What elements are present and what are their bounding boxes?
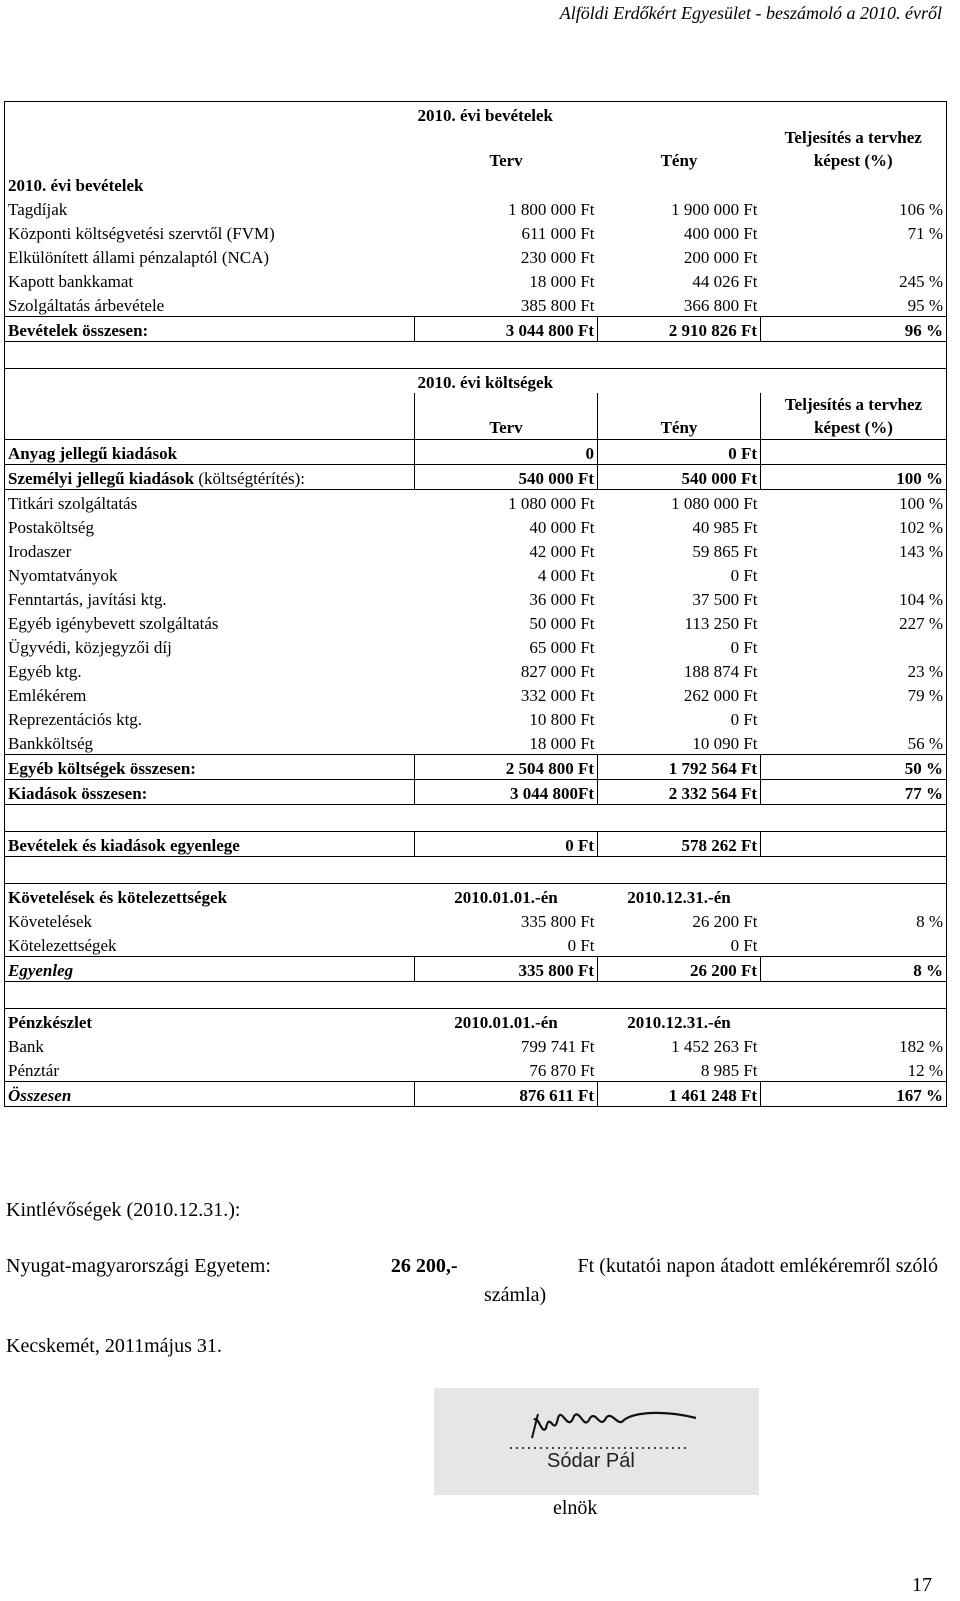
spacer-row [5, 982, 947, 1009]
cost-row: Postaköltség 40 000 Ft 40 985 Ft 102 % [5, 514, 947, 538]
costs-title-row [5, 369, 947, 394]
income-col-actual: Tény [660, 151, 698, 170]
costs-col-pct: Teljesítés a tervhez képest (%) [761, 393, 947, 440]
income-row: Elkülönített állami pénzalaptól (NCA) 230 000 Ft 200 000 Ft [5, 244, 947, 268]
income-section-label: 2010. évi bevételek [5, 172, 947, 196]
page-number: 17 [912, 1574, 932, 1596]
cost-row: Bankköltség 18 000 Ft 10 090 Ft 56 % [5, 730, 947, 755]
balance-row: Bevételek és kiadások egyenlege 0 Ft 578 262 Ft [5, 832, 947, 857]
cost-row: Irodaszer 42 000 Ft 59 865 Ft 143 % [5, 538, 947, 562]
costs-material-row: Anyag jellegű kiadások 0 0 Ft [5, 440, 947, 465]
costs-title: 2010. évi költségek [415, 369, 947, 394]
costs-other-total-row: Egyéb költségek összesen: 2 504 800 Ft 1 792 564 Ft 50 % [5, 755, 947, 780]
cash-row: Bank 799 741 Ft 1 452 263 Ft 182 % [5, 1033, 947, 1057]
cash-total-row: Összesen 876 611 Ft 1 461 248 Ft 167 % [5, 1082, 947, 1107]
claims-row: Követelések 335 800 Ft 26 200 Ft 8 % [5, 908, 947, 932]
income-col-pct: Teljesítés a tervhez képest (%) [761, 126, 947, 172]
income-title-row [5, 102, 947, 127]
income-title: 2010. évi bevételek [415, 102, 947, 127]
financial-report-table [4, 101, 947, 1107]
cost-row: Reprezentációs ktg. 10 800 Ft 0 Ft [5, 706, 947, 730]
cost-row: Titkári szolgáltatás 1 080 000 Ft 1 080 000 Ft 100 % [5, 490, 947, 515]
cost-row: Egyéb ktg. 827 000 Ft 188 874 Ft 23 % [5, 658, 947, 682]
cost-row: Nyomtatványok 4 000 Ft 0 Ft [5, 562, 947, 586]
signer-role: elnök [553, 1497, 598, 1519]
spacer-row [5, 805, 947, 832]
cost-row: Egyéb igénybevett szolgáltatás 50 000 Ft 113 250 Ft 227 % [5, 610, 947, 634]
spacer-row [5, 342, 947, 369]
costs-personal-row: Személyi jellegű kiadások (költségtérítés): 540 000 Ft 540 000 Ft 100 % [5, 465, 947, 490]
signature-image [434, 1388, 759, 1495]
financial-table-wrapper [4, 101, 946, 1107]
place-date: Kecskemét, 2011május 31. [6, 1335, 222, 1357]
receivable-line-2: számla) [484, 1284, 547, 1306]
income-column-header-row [5, 126, 947, 172]
cost-row: Emlékérem 332 000 Ft 262 000 Ft 79 % [5, 682, 947, 706]
receivable-line-1: Nyugat-magyarországi Egyetem: 26 200,- Ft (kutatói napon átadott emlékéremről szóló [6, 1255, 938, 1277]
income-row: Szolgáltatás árbevétele 385 800 Ft 366 800 Ft 95 % [5, 292, 947, 317]
costs-col-plan: Terv [415, 393, 598, 440]
costs-column-header-row [5, 393, 947, 440]
costs-col-actual: Tény [598, 393, 761, 440]
claims-row: Kötelezettségek 0 Ft 0 Ft [5, 932, 947, 957]
receivables-title: Kintlévőségek (2010.12.31.): [6, 1199, 241, 1221]
spacer-row [5, 857, 947, 884]
claims-total-row: Egyenleg 335 800 Ft 26 200 Ft 8 % [5, 957, 947, 982]
income-col-plan: Terv [489, 151, 523, 170]
income-row: Kapott bankkamat 18 000 Ft 44 026 Ft 245 % [5, 268, 947, 292]
costs-total-row: Kiadások összesen: 3 044 800Ft 2 332 564 Ft 77 % [5, 780, 947, 805]
cash-row: Pénztár 76 870 Ft 8 985 Ft 12 % [5, 1057, 947, 1082]
signature-scribble [434, 1388, 759, 1495]
income-row: Tagdíjak 1 800 000 Ft 1 900 000 Ft 106 % [5, 196, 947, 220]
cost-row: Ügyvédi, közjegyzői díj 65 000 Ft 0 Ft [5, 634, 947, 658]
signature-name: Sódar Pál [547, 1450, 635, 1472]
claims-header-row: Követelések és kötelezettségek 2010.01.01.-én 2010.12.31.-én [5, 884, 947, 909]
page-header: Alföldi Erdőkért Egyesület - beszámoló a 2010. évről [559, 3, 942, 23]
cash-header-row: Pénzkészlet 2010.01.01.-én 2010.12.31.-én [5, 1009, 947, 1034]
income-total-row: Bevételek összesen: 3 044 800 Ft 2 910 826 Ft 96 % [5, 317, 947, 342]
cost-row: Fenntartás, javítási ktg. 36 000 Ft 37 500 Ft 104 % [5, 586, 947, 610]
income-section-label-row [5, 172, 947, 196]
income-row: Központi költségvetési szervtől (FVM) 611 000 Ft 400 000 Ft 71 % [5, 220, 947, 244]
